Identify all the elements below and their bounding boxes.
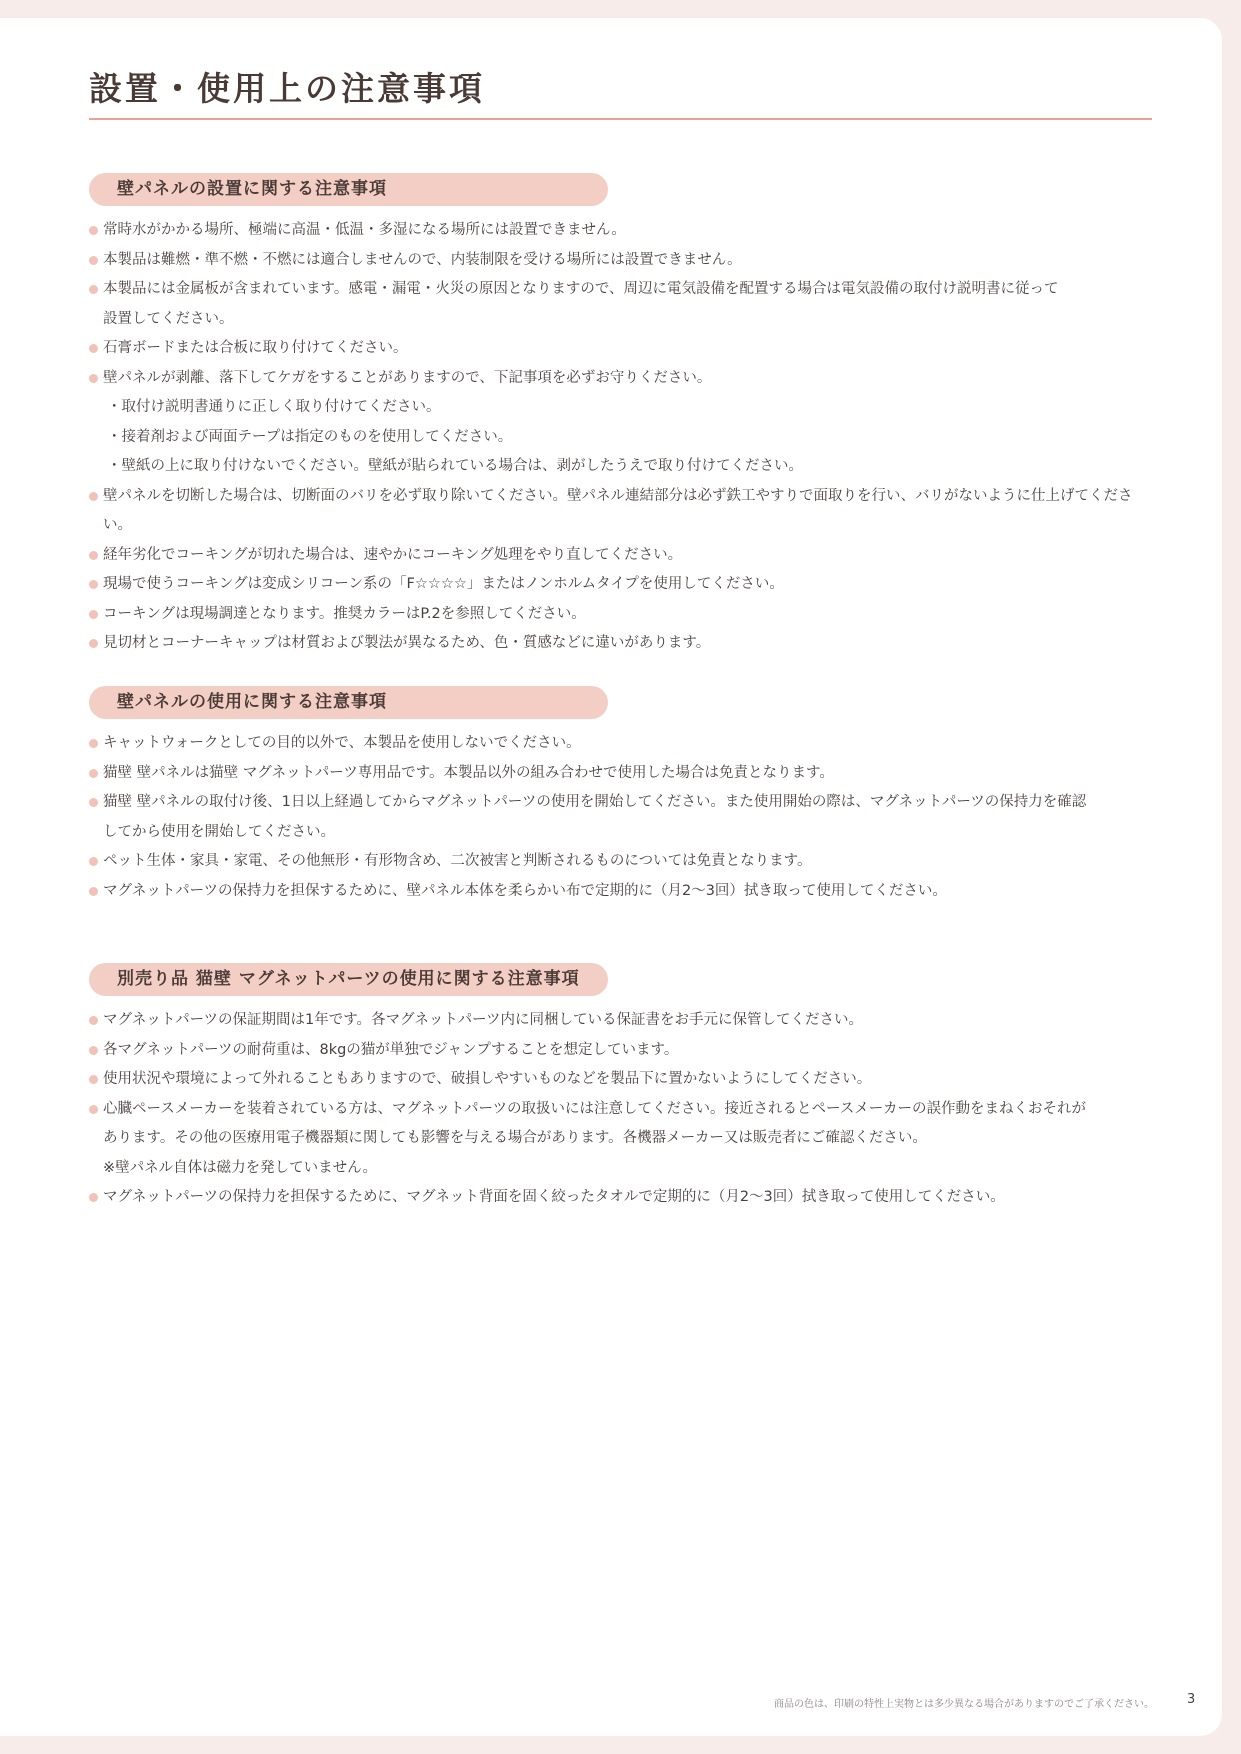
section-heading: 別売り品 猫壁 マグネットパーツの使用に関する注意事項 [89,963,608,996]
list-item: 猫壁 壁パネルは猫壁 マグネットパーツ専用品です。本製品以外の組み合わせで使用した場合は免責となります。 [89,759,1159,789]
section-magnet-parts [89,963,1159,1213]
list-item: コーキングは現場調達となります。推奨カラーはP.2を参照してください。 [89,600,1159,630]
list-item: マグネットパーツの保証期間は1年です。各マグネットパーツ内に同梱している保証書をお手元に保管してください。 [89,1006,1159,1036]
list-item: 常時水がかかる場所、極端に高温・低温・多湿になる場所には設置できません。 [89,216,1159,246]
list-item: 壁パネルが剥離、落下してケガをすることがありますので、下記事項を必ずお守りください。 [89,364,1159,394]
title-divider [89,118,1152,120]
notice-list [89,216,1159,659]
list-item: マグネットパーツの保持力を担保するために、壁パネル本体を柔らかい布で定期的に（月2〜3回）拭き取って使用してください。 [89,877,1159,907]
list-item: 猫壁 壁パネルの取付け後、1日以上経過してからマグネットパーツの使用を開始してください。また使用開始の際は、マグネットパーツの保持力を確認 [89,788,1159,818]
list-item: 見切材とコーナーキャップは材質および製法が異なるため、色・質感などに違いがあります。 [89,629,1159,659]
list-item-continuation: 設置してください。 [103,310,234,327]
list-item: 本製品は難燃・準不燃・不燃には適合しませんので、内装制限を受ける場所には設置できません。 [89,246,1159,276]
list-item-continuation: あります。その他の医療用電子機器類に関しても影響を与える場合があります。各機器メーカー又は販売者にご確認ください。 [103,1130,927,1146]
list-item: ペット生体・家具・家電、その他無形・有形物含め、二次被害と判断されるものについては免責となります。 [89,847,1159,877]
section-usage [89,686,1159,906]
list-item-continuation: ※壁パネル自体は磁力を発していません。 [103,1159,378,1176]
list-item: 壁パネルを切断した場合は、切断面のバリを必ず取り除いてください。壁パネル連結部分は必ず鉄工やすりで面取りを行い、バリがないように仕上げてください。 [89,482,1159,541]
list-item: 心臓ペースメーカーを装着されている方は、マグネットパーツの取扱いには注意してください。接近されるとペースメーカーの誤作動をまねくおそれが [89,1095,1159,1125]
list-item-continuation: ・接着剤および両面テープは指定のものを使用してください。 [107,428,513,445]
section-installation [89,173,1159,659]
notice-list [89,1006,1159,1213]
list-item-continuation: ・壁紙の上に取り付けないでください。壁紙が貼られている場合は、剥がしたうえで取り付けてください。 [107,458,803,474]
section-heading: 壁パネルの設置に関する注意事項 [89,173,608,206]
page-title: 設置・使用上の注意事項 [89,69,485,108]
list-item: 使用状況や環境によって外れることもありますので、破損しやすいものなどを製品下に置かないようにしてください。 [89,1065,1159,1095]
list-item: 本製品には金属板が含まれています。感電・漏電・火災の原因となりますので、周辺に電気設備を配置する場合は電気設備の取付け説明書に従って [89,275,1159,305]
list-item: 石膏ボードまたは合板に取り付けてください。 [89,334,1159,364]
page-number: 3 [1187,1692,1196,1707]
section-heading: 壁パネルの使用に関する注意事項 [89,686,608,719]
footer-note: 商品の色は、印刷の特性上実物とは多少異なる場合がありますのでご了承ください。 [774,1699,1154,1710]
list-item: キャットウォークとしての目的以外で、本製品を使用しないでください。 [89,729,1159,759]
list-item: マグネットパーツの保持力を担保するために、マグネット背面を固く絞ったタオルで定期的に（月2〜3回）拭き取って使用してください。 [89,1183,1159,1213]
notice-list [89,729,1159,906]
list-item-continuation: ・取付け説明書通りに正しく取り付けてください。 [107,399,441,415]
list-item: 各マグネットパーツの耐荷重は、8kgの猫が単独でジャンプすることを想定しています。 [89,1036,1159,1066]
list-item-continuation: してから使用を開始してください。 [103,823,335,840]
list-item: 経年劣化でコーキングが切れた場合は、速やかにコーキング処理をやり直してください。 [89,541,1159,571]
list-item: 現場で使うコーキングは変成シリコーン系の「F☆☆☆☆」またはノンホルムタイプを使用してください。 [89,570,1159,600]
